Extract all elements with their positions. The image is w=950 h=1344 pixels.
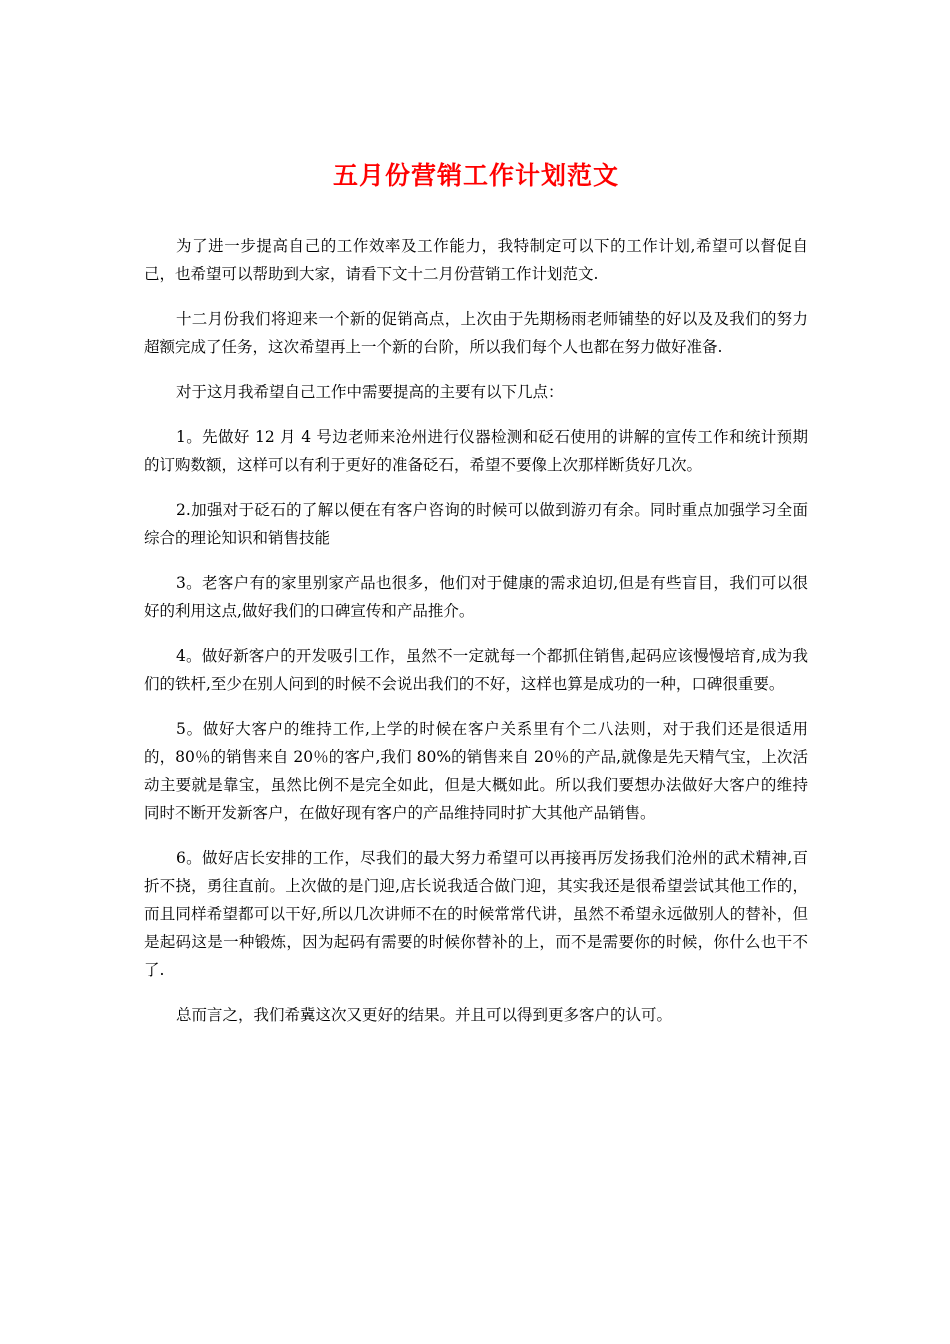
paragraph-point-2: 2.加强对于砭石的了解以便在有客户咨询的时候可以做到游刃有余。同时重点加强学习全面综合的理论知识和销售技能 xyxy=(144,501,808,547)
paragraph-point-6: 6。做好店长安排的工作，尽我们的最大努力希望可以再接再厉发扬我们沧州的武术精神,百折不挠，勇往直前。上次做的是门迎,店长说我适合做门迎，其实我还是很希望尝试其他工作的，而且同样希望都可以干好,所以几次讲师不在的时候常常代讲，虽然不希望永远做别人的替补，但是起码这是一种锻炼，因为起码有需要的时候你替补的上，而不是需要你的时候，你什么也干不了. xyxy=(144,849,808,979)
paragraph-background: 十二月份我们将迎来一个新的促销高点，上次由于先期杨雨老师铺垫的好以及及我们的努力超额完成了任务，这次希望再上一个新的台阶，所以我们每个人也都在努力做好准备. xyxy=(144,310,808,356)
paragraph-point-5: 5。做好大客户的维持工作,上学的时候在客户关系里有个二八法则，对于我们还是很适用的，80％的销售来自 20％的客户,我们 80%的销售来自 20％的产品,就像是先天精气宝，上次活动主要就是靠宝，虽然比例不是完全如此，但是大概如此。所以我们要想办法做好大客户的维持同时不断开发新客户，在做好现有客户的产品维持同时扩大其他产品销售。 xyxy=(144,720,808,822)
paragraph-point-1: 1。先做好 12 月 4 号边老师来沧州进行仪器检测和砭石使用的讲解的宣传工作和统计预期的订购数额，这样可以有利于更好的准备砭石，希望不要像上次那样断货好几次。 xyxy=(144,428,808,474)
paragraph-points-heading: 对于这月我希望自己工作中需要提高的主要有以下几点： xyxy=(176,383,564,401)
document-page xyxy=(144,150,808,1046)
paragraph-point-3: 3。老客户有的家里别家产品也很多，他们对于健康的需求迫切,但是有些盲目，我们可以很好的利用这点,做好我们的口碑宣传和产品推介。 xyxy=(144,574,808,620)
document-title: 五月份营销工作计划范文 xyxy=(332,161,619,190)
paragraph-conclusion: 总而言之，我们希冀这次又更好的结果。并且可以得到更多客户的认可。 xyxy=(176,1006,673,1024)
paragraph-intro: 为了进一步提高自己的工作效率及工作能力，我特制定可以下的工作计划,希望可以督促自己，也希望可以帮助到大家，请看下文十二月份营销工作计划范文. xyxy=(144,237,808,283)
paragraph-point-4: 4。做好新客户的开发吸引工作，虽然不一定就每一个都抓住销售,起码应该慢慢培育,成为我们的铁杆,至少在别人问到的时候不会说出我们的不好，这样也算是成功的一种，口碑很重要。 xyxy=(144,647,808,693)
